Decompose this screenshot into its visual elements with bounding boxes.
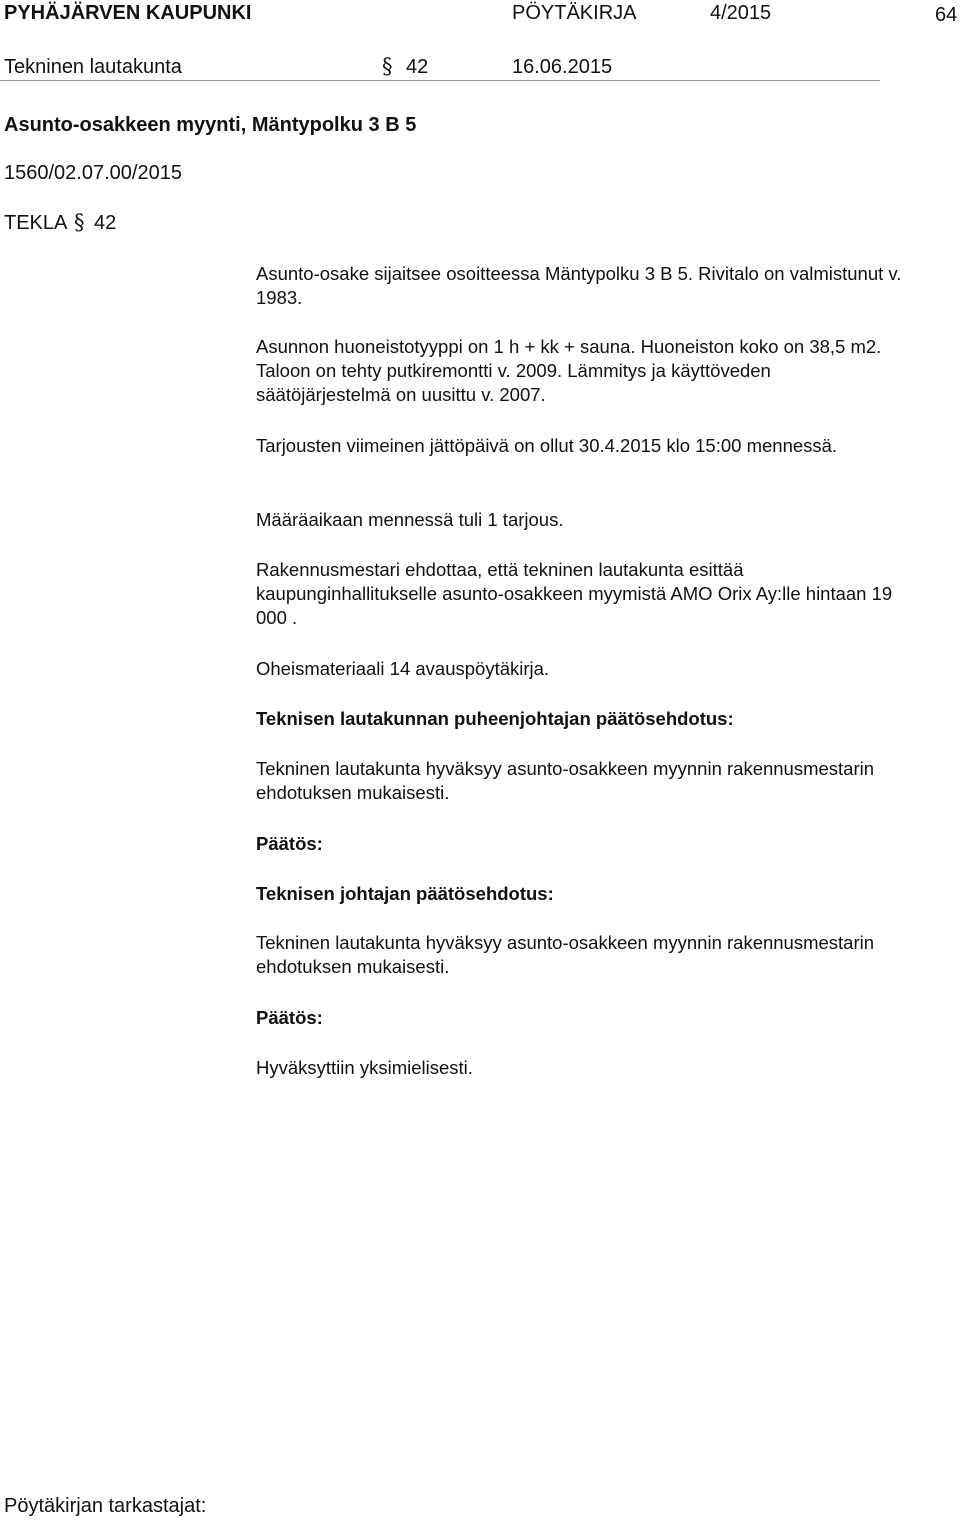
paragraph-offers: Määräaikaan mennessä tuli 1 tarjous. xyxy=(256,509,564,530)
paragraph-director-proposal: Tekninen lautakunta hyväksyy asunto-osakkeen myynnin rakennusmestarin ehdotuksen mukaisesti. xyxy=(256,932,875,977)
reviewers-label: Pöytäkirjan tarkastajat: xyxy=(4,1495,207,1517)
heading-chair-proposal: Teknisen lautakunnan puheenjohtajan päätösehdotus: xyxy=(256,708,734,729)
paragraph-deadline: Tarjousten viimeinen jättöpäivä on ollut 30.4.2015 klo 15:00 mennessä. xyxy=(256,435,838,456)
heading-decision-1: Päätös: xyxy=(256,833,323,854)
case-section-number: 42 xyxy=(94,212,117,234)
paragraph-proposal: Rakennusmestari ehdottaa, että tekninen lautakunta esittää kaupunginhallitukselle asunto-osakkeen myymistä AMO Orix Ay:lle hintaan 19 000 . xyxy=(256,559,893,628)
paragraph-attachment: Oheismateriaali 14 avauspöytäkirja. xyxy=(256,658,550,679)
case-section-symbol: § xyxy=(74,210,85,234)
committee-name: Tekninen lautakunta xyxy=(4,56,182,78)
paragraph-location: Asunto-osake sijaitsee osoitteessa Mäntypolku 3 B 5. Rivitalo on valmistunut v. 1983. xyxy=(256,263,902,308)
paragraph-decision-result: Hyväksyttiin yksimielisesti. xyxy=(256,1057,473,1078)
committee-code: TEKLA xyxy=(4,212,68,234)
document-number: 4/2015 xyxy=(710,2,772,24)
document-type: PÖYTÄKIRJA xyxy=(512,2,637,24)
paragraph-apartment: Asunnon huoneistotyyppi on 1 h + kk + sauna. Huoneiston koko on 38,5 m2. Taloon on tehty putkiremontti v. 2009. Lämmitys ja käyttöveden säätöjärjestelmä on uusittu v. 2007. xyxy=(256,336,882,405)
organization-name: PYHÄJÄRVEN KAUPUNKI xyxy=(4,2,252,24)
section-number: 42 xyxy=(406,56,429,78)
heading-director-proposal: Teknisen johtajan päätösehdotus: xyxy=(256,883,554,904)
record-id: 1560/02.07.00/2015 xyxy=(4,162,182,184)
heading-decision-2: Päätös: xyxy=(256,1007,323,1028)
section-symbol: § xyxy=(382,54,393,78)
meeting-date: 16.06.2015 xyxy=(512,56,613,78)
case-title: Asunto-osakkeen myynti, Mäntypolku 3 B 5 xyxy=(4,114,417,136)
header-divider xyxy=(0,80,880,81)
page-number: 64 xyxy=(935,4,958,26)
paragraph-chair-proposal: Tekninen lautakunta hyväksyy asunto-osakkeen myynnin rakennusmestarin ehdotuksen mukaisesti. xyxy=(256,758,875,803)
